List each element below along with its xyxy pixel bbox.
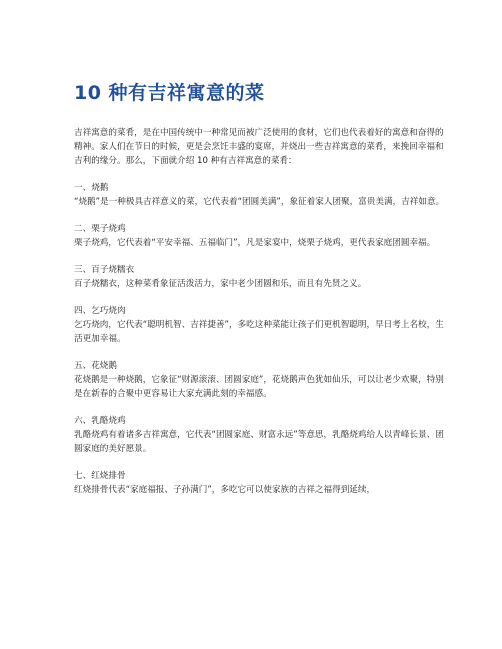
section-qiqiao-pork [74, 304, 446, 346]
section-body: 百子烧糯衣，这种菜肴象征活泼活力，家中老少团圆和乐，而且有先贤之义。 [74, 279, 367, 289]
section-heading: 一、烧鹅 [74, 183, 109, 193]
section-baizi [74, 263, 446, 291]
section-cheese-chicken [74, 414, 446, 456]
section-heading: 六、乳酪烧鸡 [74, 416, 126, 426]
section-heading: 二、栗子烧鸡 [74, 224, 126, 234]
section-body: 栗子烧鸡，它代表着“平安幸福、五福临门”，凡是家宴中，烧栗子烧鸡，更代表家庭团圆幸福。 [74, 238, 436, 248]
section-heading: 七、红烧排骨 [74, 471, 126, 481]
section-heading: 三、百子烧糯衣 [74, 265, 135, 275]
intro-paragraph: 吉祥寓意的菜肴，是在中国传统中一种常见而被广泛使用的食材，它们也代表着好的寓意和奋得的精神。家人们在节日的时候，更是会烹饪丰盛的宴席，并烧出一些吉祥寓意的菜肴，来挽回幸福和吉利的缘分。那么，下面就介绍 10 种有吉祥寓意的菜肴： [74, 128, 444, 166]
section-body: “烧鹅”是一种极具吉祥意义的菜，它代表着“团圆美满”，象征着家人团聚，富贵美满，吉祥如意。 [74, 197, 445, 207]
section-body: 红烧排骨代表“家庭福报、子孙满门”，多吃它可以使家族的吉祥之福得到延续， [74, 485, 376, 495]
section-roast-goose [74, 181, 446, 209]
section-body: 花烧鹅是一种烧鹅，它象征“财源滚滚、团圆家庭”，花烧鹅声色犹如仙乐，可以让老少欢聚，特别是在新春的合聚中更容易让大家充满此刻的幸福感。 [74, 375, 444, 399]
section-chestnut-chicken [74, 222, 446, 250]
section-body: 乞巧烧肉，它代表“聪明机智、吉祥捷善”，多吃这种菜能让孩子们更机智聪明，早日考上名校，生活更加幸福。 [74, 320, 444, 344]
section-body: 乳酪烧鸡有着诸多吉祥寓意，它代表“团圆家庭、财富永远”等意思，乳酪烧鸡给人以青峰长景、团圆家庭的美好愿景。 [74, 430, 444, 454]
document-title: 10 种有吉祥寓意的菜 [74, 82, 265, 104]
section-braised-ribs [74, 469, 446, 497]
section-heading: 五、花烧鹅 [74, 361, 117, 371]
section-heading: 四、乞巧烧肉 [74, 306, 126, 316]
section-flower-goose [74, 359, 446, 401]
